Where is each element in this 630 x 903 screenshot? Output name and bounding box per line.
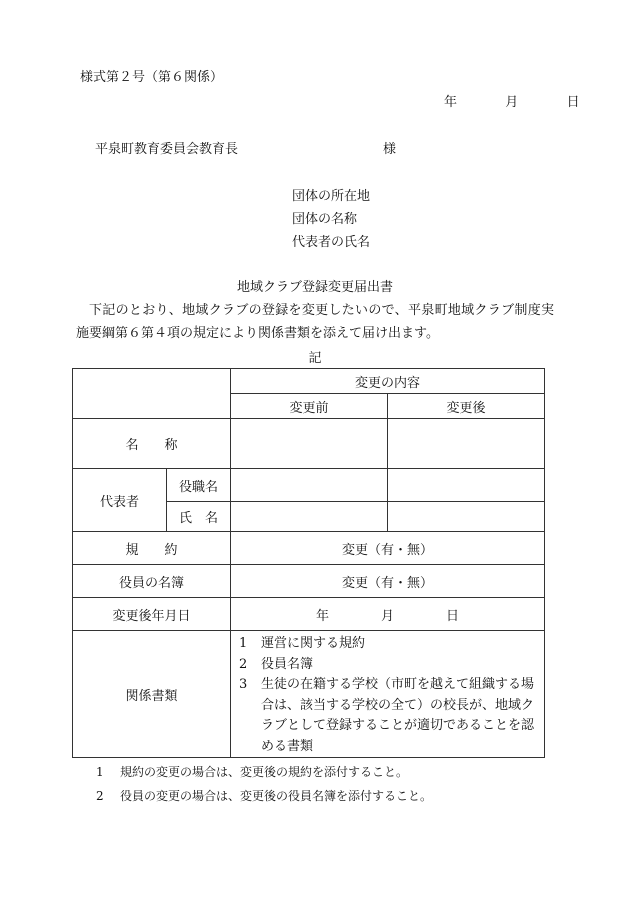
- note-item: [96, 760, 432, 784]
- change-table: [72, 368, 545, 758]
- related-docs-list: [231, 631, 545, 758]
- related-docs-label: 関係書類: [73, 631, 231, 758]
- change-date-month: 月: [380, 608, 394, 624]
- change-date-day: 日: [446, 608, 460, 624]
- doc-item: [239, 675, 540, 757]
- doc-item: [239, 655, 540, 676]
- doc-item-text: 運営に関する規約: [261, 636, 366, 651]
- date-line: [444, 91, 580, 110]
- applicant-fields: [292, 185, 370, 254]
- date-day: 日: [566, 95, 580, 110]
- rules-label: 規 約: [73, 532, 231, 565]
- note-text: 役員の変更の場合は、変更後の役員名簿を添付すること。: [120, 789, 433, 803]
- doc-item-number: 2: [239, 656, 248, 672]
- position-before-cell: [231, 469, 388, 502]
- doc-item-text: 役員名簿: [261, 656, 314, 672]
- body-text: [76, 299, 554, 345]
- applicant-name-label: 団体の名称: [292, 212, 358, 227]
- doc-item-number: 1: [239, 636, 248, 651]
- name-after-cell: [388, 419, 545, 469]
- person-name-after-cell: [388, 502, 545, 532]
- date-month: 月: [505, 95, 519, 110]
- change-date-label: 変更後年月日: [73, 598, 231, 631]
- person-name-label: 氏 名: [167, 502, 231, 532]
- applicant-address-label: 団体の所在地: [292, 189, 371, 204]
- form-number: 様式第２号（第６関係）: [80, 70, 224, 85]
- document-title: 地域クラブ登録変更届出書: [236, 280, 393, 295]
- after-header: 変更後: [388, 394, 545, 419]
- addressee: [95, 138, 397, 157]
- table-corner: [73, 369, 231, 419]
- note-number: 1: [96, 765, 104, 779]
- change-date-year: 年: [315, 608, 329, 624]
- position-after-cell: [388, 469, 545, 502]
- note-text: 規約の変更の場合は、変更後の規約を添付すること。: [120, 765, 409, 779]
- before-header: 変更前: [231, 394, 388, 419]
- rules-change-value: 変更（有・無）: [231, 532, 545, 565]
- person-name-before-cell: [231, 502, 388, 532]
- applicant-representative-label: 代表者の氏名: [292, 235, 371, 250]
- name-before-cell: [231, 419, 388, 469]
- date-year: 年: [444, 95, 458, 110]
- change-date-value: [231, 598, 545, 631]
- representative-label: 代表者: [73, 469, 167, 532]
- position-label: 役職名: [167, 469, 231, 502]
- officer-list-label: 役員の名簿: [73, 565, 231, 598]
- doc-item: [239, 634, 540, 655]
- record-label: 記: [308, 351, 322, 366]
- body-paragraph: 下記のとおり、地域クラブの登録を変更したいので、平泉町地域クラブ制度実施要綱第６第４項の規定により関係書類を添えて届け出ます。: [76, 303, 554, 341]
- addressee-name: 平泉町教育委員会教育長: [95, 142, 239, 157]
- name-label: 名 称: [73, 419, 231, 469]
- officer-change-value: 変更（有・無）: [231, 565, 545, 598]
- doc-item-text: 生徒の在籍する学校（市町を越えて組織する場合は、該当する学校の全て）の校長が、地域クラブとして登録することが適切であることを認める書類: [261, 677, 535, 754]
- note-number: 2: [96, 789, 104, 803]
- doc-item-number: 3: [239, 677, 248, 692]
- honorific: 様: [383, 142, 397, 157]
- note-item: [96, 784, 432, 808]
- notes: [96, 760, 432, 808]
- change-content-header: 変更の内容: [231, 369, 545, 394]
